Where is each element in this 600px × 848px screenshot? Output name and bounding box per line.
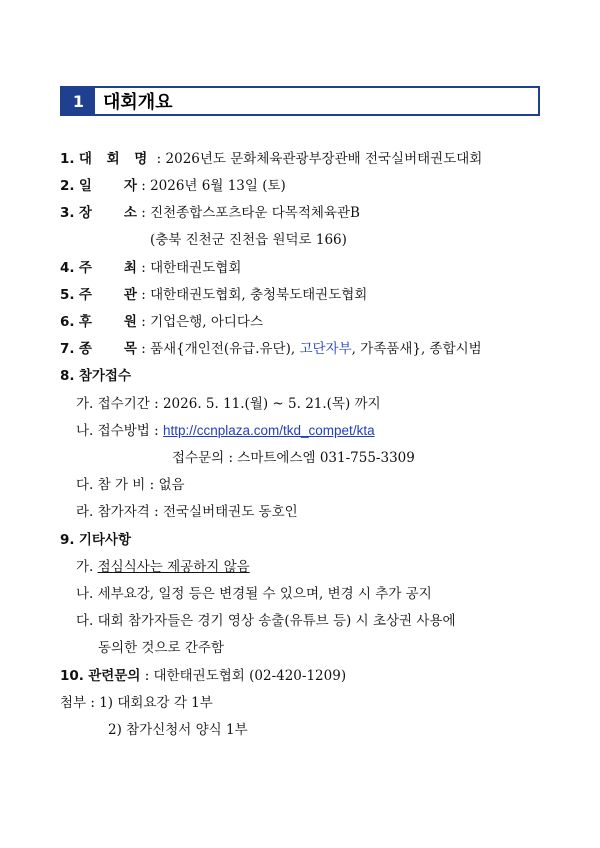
separator: : bbox=[141, 260, 146, 276]
item-venue bbox=[60, 204, 360, 222]
separator: : bbox=[141, 341, 146, 357]
sub-value: 대회 참가자들은 경기 영상 송출(유튜브 등) 시 초상권 사용에 bbox=[97, 613, 456, 629]
item-event-name bbox=[60, 150, 482, 168]
sub-value: 세부요강, 일정 등은 변경될 수 있으며, 변경 시 추가 공지 bbox=[97, 586, 432, 602]
item-value: 진천종합스포츠타운 다목적체육관B bbox=[150, 205, 360, 221]
attachment-1: 1) 대회요강 각 1부 bbox=[99, 695, 213, 711]
item-number: 7. bbox=[60, 341, 75, 357]
separator: : bbox=[154, 504, 159, 520]
other-lunch bbox=[76, 558, 250, 576]
other-changes bbox=[76, 585, 432, 603]
item-label-b: 자 bbox=[123, 178, 137, 194]
item-number: 10. bbox=[60, 668, 84, 684]
registration-contact: 접수문의 : 스마트에스엠 031-755-3309 bbox=[172, 450, 415, 466]
item-organizer bbox=[60, 286, 367, 304]
separator: : bbox=[149, 477, 155, 493]
item-host bbox=[60, 259, 241, 277]
item-other bbox=[60, 531, 131, 549]
section-number: 1 bbox=[62, 88, 95, 114]
item-number: 5. bbox=[60, 287, 75, 303]
item-number: 6. bbox=[60, 314, 75, 330]
separator: : bbox=[141, 287, 146, 303]
item-label: 대 회 명 bbox=[78, 151, 153, 167]
sub-value: 전국실버태권도 동호인 bbox=[162, 504, 298, 520]
item-label-a: 일 bbox=[78, 178, 92, 194]
item-date bbox=[60, 177, 286, 195]
item-value: 대한태권도협회 bbox=[150, 260, 242, 276]
item-label: 관련문의 bbox=[88, 668, 141, 684]
item-label-a: 후 bbox=[78, 314, 92, 330]
item-number: 4. bbox=[60, 260, 75, 276]
sub-label: 참 가 비 bbox=[97, 477, 146, 493]
item-registration bbox=[60, 367, 131, 385]
section-title: 대회개요 bbox=[103, 92, 173, 113]
item-events bbox=[60, 340, 482, 358]
separator: : bbox=[141, 178, 146, 194]
item-label-a: 종 bbox=[78, 341, 92, 357]
item-value-a: 품새{개인전(유급.유단), bbox=[150, 341, 300, 357]
registration-period bbox=[76, 395, 381, 413]
sub-prefix: 라. bbox=[76, 504, 94, 520]
item-value-b: , 가족품새}, 종합시범 bbox=[351, 341, 482, 357]
sub-value: 점심식사는 제공하지 않음 bbox=[97, 559, 250, 575]
item-sponsor bbox=[60, 313, 263, 331]
item-value: 2026년도 문화체육관광부장관배 전국실버태권도대회 bbox=[165, 151, 483, 167]
attachments-label: 첨부 : bbox=[60, 695, 95, 711]
sub-value: 없음 bbox=[158, 477, 185, 493]
item-number: 2. bbox=[60, 178, 75, 194]
item-label: 기타사항 bbox=[78, 532, 131, 548]
venue-address: (충북 진천군 진천읍 원덕로 166) bbox=[150, 232, 347, 248]
separator: : bbox=[141, 205, 146, 221]
separator: : bbox=[154, 423, 159, 439]
separator: : bbox=[141, 314, 146, 330]
sub-prefix: 나. bbox=[76, 423, 94, 439]
item-label-b: 최 bbox=[123, 260, 137, 276]
other-portrait-rights bbox=[76, 612, 456, 630]
registration-eligibility bbox=[76, 503, 298, 521]
item-value: 대한태권도협회, 충청북도태권도협회 bbox=[150, 287, 368, 303]
attachments bbox=[60, 694, 213, 712]
item-label-b: 소 bbox=[123, 205, 137, 221]
item-value: 대한태권도협회 (02-420-1209) bbox=[153, 668, 347, 684]
item-number: 9. bbox=[60, 532, 75, 548]
separator: : bbox=[144, 668, 150, 684]
sub-prefix: 가. bbox=[76, 396, 94, 412]
item-value: 기업은행, 아디다스 bbox=[150, 314, 263, 330]
sub-prefix: 가. bbox=[76, 559, 94, 575]
item-label-a: 주 bbox=[78, 287, 92, 303]
other-portrait-rights-cont: 동의한 것으로 간주함 bbox=[98, 640, 224, 656]
item-label-b: 목 bbox=[123, 341, 137, 357]
sub-value: 2026. 5. 11.(월) ~ 5. 21.(목) 까지 bbox=[162, 396, 381, 412]
item-label: 참가접수 bbox=[78, 368, 131, 384]
item-label-b: 관 bbox=[123, 287, 137, 303]
item-label-b: 원 bbox=[123, 314, 137, 330]
sub-label: 접수기간 bbox=[97, 396, 150, 412]
item-label-a: 장 bbox=[78, 205, 92, 221]
item-value-highlight: 고단자부 bbox=[299, 341, 352, 357]
registration-method bbox=[76, 422, 375, 440]
item-inquiry bbox=[60, 667, 346, 685]
section-header bbox=[60, 86, 540, 116]
separator: : bbox=[156, 151, 162, 167]
item-number: 8. bbox=[60, 368, 75, 384]
item-value: 2026년 6월 13일 (토) bbox=[150, 178, 286, 194]
sub-label: 참가자격 bbox=[97, 504, 150, 520]
separator: : bbox=[154, 396, 159, 412]
item-label-a: 주 bbox=[78, 260, 92, 276]
registration-fee bbox=[76, 476, 185, 494]
sub-label: 접수방법 bbox=[97, 423, 150, 439]
attachment-2: 2) 참가신청서 양식 1부 bbox=[108, 722, 248, 738]
item-number: 3. bbox=[60, 205, 75, 221]
registration-link[interactable]: http://ccnplaza.com/tkd_compet/kta bbox=[162, 423, 375, 438]
sub-prefix: 다. bbox=[76, 477, 94, 493]
sub-prefix: 나. bbox=[76, 586, 94, 602]
sub-prefix: 다. bbox=[76, 613, 94, 629]
item-number: 1. bbox=[60, 151, 75, 167]
